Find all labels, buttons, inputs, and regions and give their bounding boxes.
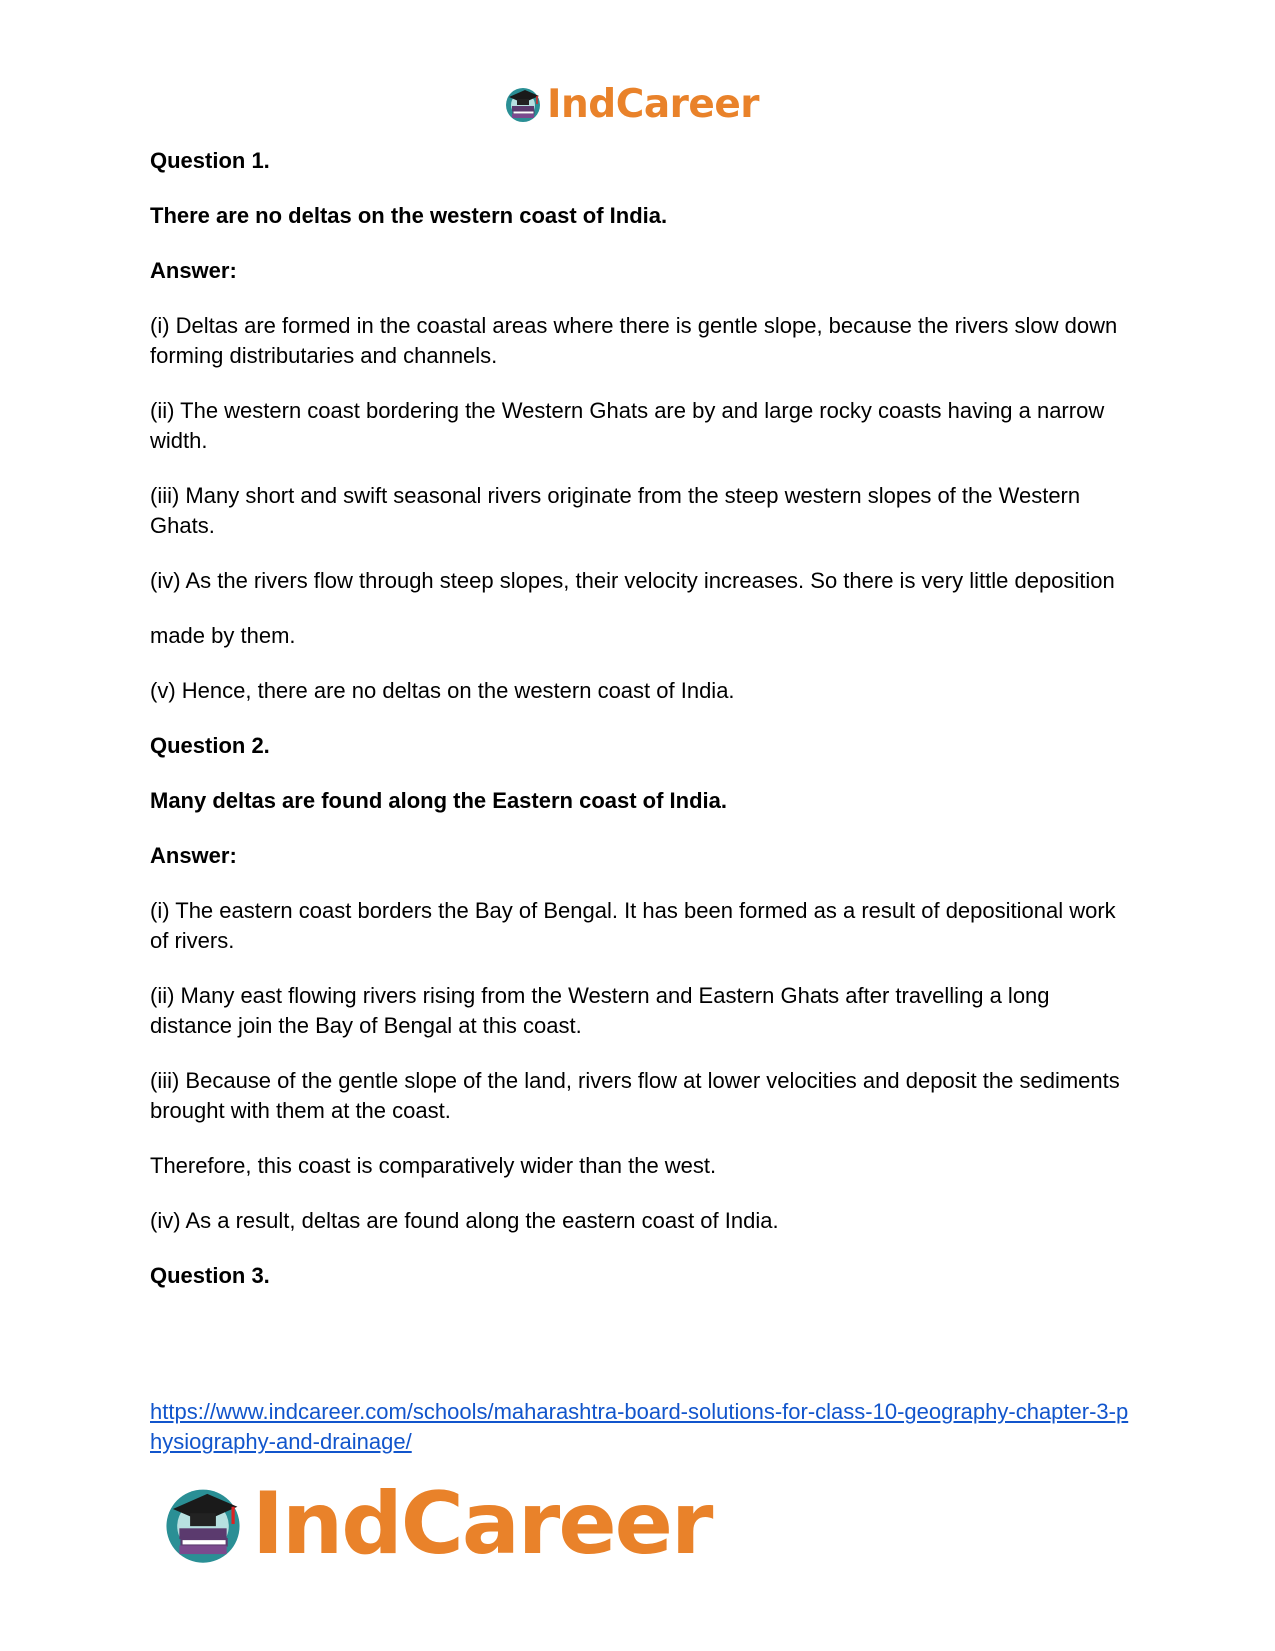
heading-paragraph: Question 1. [150, 148, 270, 173]
indcareer-logo-bottom [160, 1476, 711, 1572]
heading-paragraph: Many deltas are found along the Eastern coast of India. [150, 788, 727, 813]
body-paragraph: (v) Hence, there are no deltas on the western coast of India. [150, 678, 735, 703]
body-paragraph: (iii) Many short and swift seasonal rivers originate from the steep western slopes of the Western Ghats. [150, 483, 1081, 538]
body-paragraph: Therefore, this coast is comparatively wider than the west. [150, 1153, 717, 1178]
source-link[interactable]: https://www.indcareer.com/schools/maharashtra-board-solutions-for-class-10-geography-chapter-3-physiography-and-drainage/ [150, 1399, 1129, 1454]
graduation-cap-icon [160, 1481, 246, 1567]
body-paragraph: (ii) Many east flowing rivers rising from the Western and Eastern Ghats after travelling a long distance join the Bay of Bengal at this coast. [150, 983, 1050, 1038]
brand-name: IndCareer [547, 81, 759, 127]
body-paragraph: (iv) As the rivers flow through steep slopes, their velocity increases. So there is very little deposition [150, 568, 1115, 593]
body-paragraph: (i) The eastern coast borders the Bay of Bengal. It has been formed as a result of depositional work of rivers. [150, 898, 1116, 953]
heading-paragraph: There are no deltas on the western coast of India. [150, 203, 668, 228]
body-paragraph: (i) Deltas are formed in the coastal areas where there is gentle slope, because the rivers slow down forming distributaries and channels. [150, 313, 1118, 368]
indcareer-logo-top [503, 80, 759, 128]
body-paragraph: (ii) The western coast bordering the Western Ghats are by and large rocky coasts having a narrow width. [150, 398, 1105, 453]
body-paragraph: (iii) Because of the gentle slope of the land, rivers flow at lower velocities and deposit the sediments brought with them at the coast. [150, 1068, 1120, 1123]
document-body [150, 146, 1130, 1316]
body-paragraph: (iv) As a result, deltas are found along the eastern coast of India. [150, 1208, 779, 1233]
heading-paragraph: Question 2. [150, 733, 270, 758]
graduation-cap-icon [503, 84, 543, 124]
body-paragraph: made by them. [150, 623, 296, 648]
heading-paragraph: Answer: [150, 258, 237, 283]
heading-paragraph: Answer: [150, 843, 237, 868]
heading-paragraph: Question 3. [150, 1263, 270, 1288]
brand-name: IndCareer [252, 1474, 712, 1574]
